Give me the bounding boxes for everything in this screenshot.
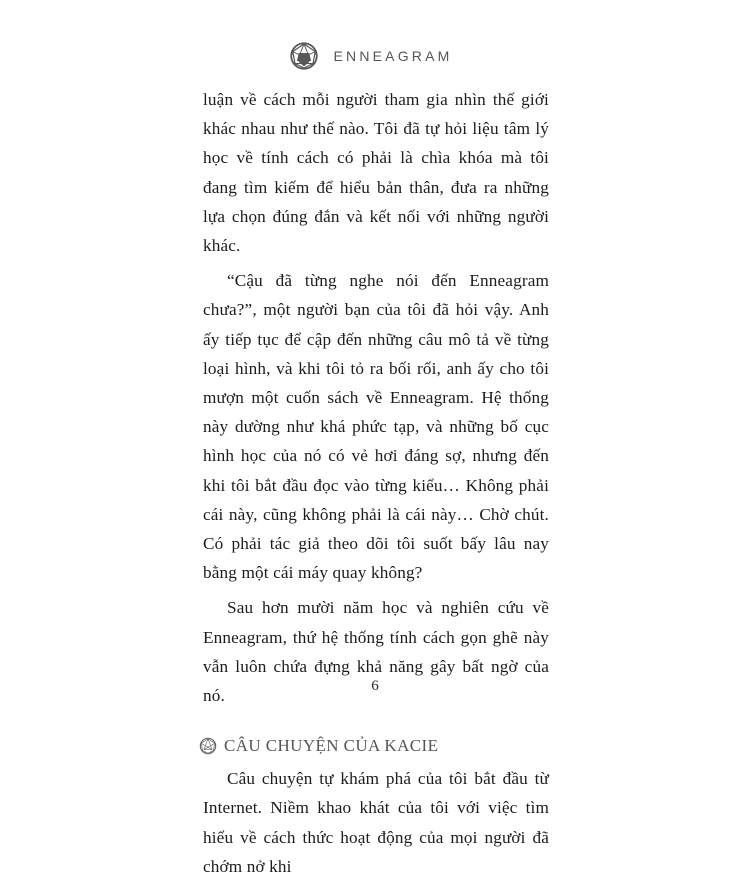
enneagram-logo-icon bbox=[289, 41, 319, 71]
header-title: ENNEAGRAM bbox=[333, 48, 453, 64]
section-heading bbox=[199, 732, 549, 760]
section-paragraph-1: Câu chuyện tự khám phá của tôi bắt đầu từ Internet. Niềm khao khát của tôi với việc tìm hiểu về cách thức hoạt động của mọi người đã chớm nở khi bbox=[203, 769, 549, 876]
page-body bbox=[203, 85, 549, 881]
enneagram-symbol-icon bbox=[199, 737, 217, 755]
paragraph-3: Sau hơn mười năm học và nghiên cứu về Enneagram, thứ hệ thống tính cách gọn ghẽ này vẫn luôn chứa đựng khả năng gây bất ngờ của nó. bbox=[203, 598, 549, 706]
section-heading-text: CÂU CHUYỆN CỦA KACIE bbox=[224, 736, 439, 756]
paragraph-1: luận về cách mỗi người tham gia nhìn thế giới khác nhau như thế nào. Tôi đã tự hỏi liệu tâm lý học về tính cách có phải là chìa khóa mà tôi đang tìm kiếm để hiểu bản thân, đưa ra những lựa chọn đúng đắn và kết nối với những người khác. bbox=[203, 90, 549, 256]
page-number: 6 bbox=[371, 678, 379, 694]
paragraph-2: “Cậu đã từng nghe nói đến Enneagram chưa?”, một người bạn của tôi đã hỏi vậy. Anh ấy tiếp tục để cập đến những câu mô tả về từng loại hình, và khi tôi tỏ ra bối rối, anh ấy cho tôi mượn một cuốn sách về Enneagram. Hệ thống này dường như khá phức tạp, và những bố cục hình học của nó có vẻ hơi đáng sợ, nhưng đến khi tôi bắt đầu đọc vào từng kiểu… Không phải cái này, cũng không phải là cái này… Chờ chút. Có phải tác giả theo dõi tôi suốt bấy lâu nay bằng một cái máy quay không? bbox=[203, 271, 549, 583]
running-header bbox=[0, 38, 750, 74]
